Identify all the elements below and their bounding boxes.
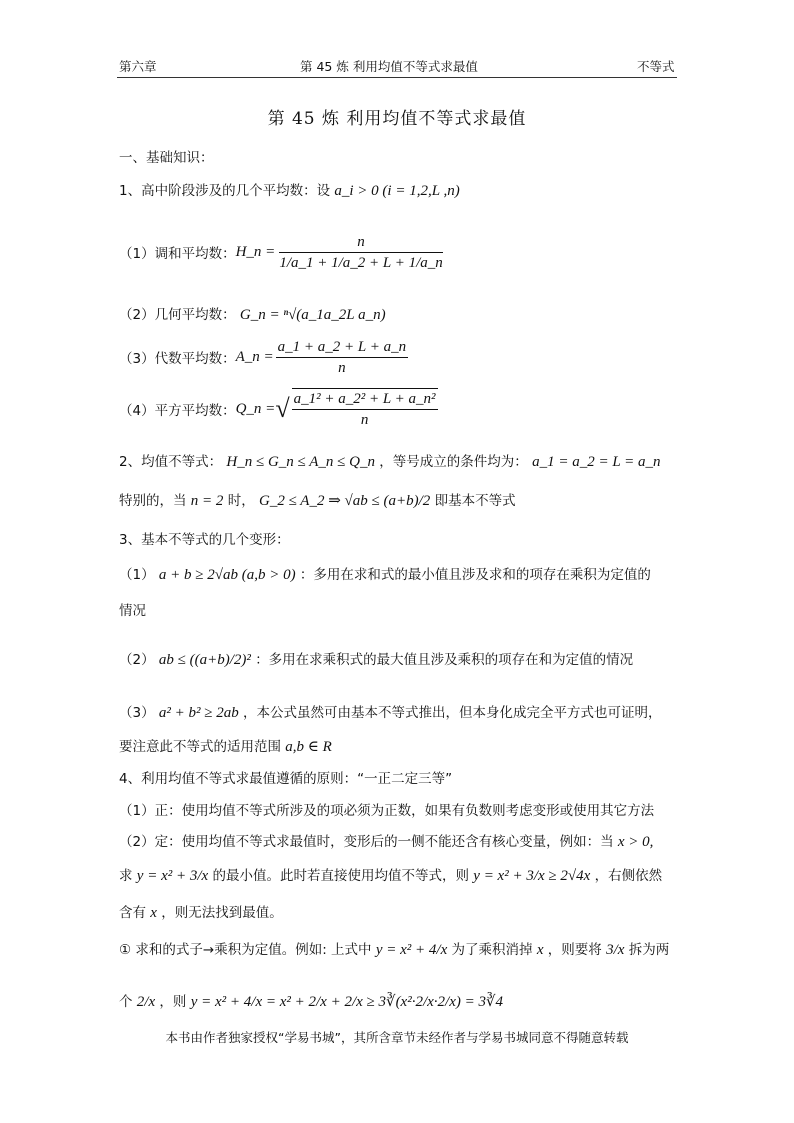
sub-rule-1-line2 xyxy=(119,992,503,1012)
sub-rule-1 xyxy=(119,940,669,960)
special-formula2: G_2 ≤ A_2 ⇒ √ab ≤ (a+b)/2 xyxy=(259,493,431,509)
sub-rule-1-line2-formula2: y = x² + 4/x = x² + 2/x + 2/x ≥ 3∛(x²·2/x·2/x) = 3∛4 xyxy=(190,994,504,1010)
special-formula1: n = 2 xyxy=(190,493,224,509)
footer-notice: 本书由作者独家授权“学易书城”，其所含章节未经作者与学易书城同意不得随意转载 xyxy=(165,1030,629,1045)
special-case xyxy=(119,491,516,511)
sqrt-icon: √ xyxy=(275,394,290,423)
arithmetic-mean xyxy=(119,336,410,378)
harmonic-lhs: H_n = xyxy=(235,243,276,260)
item-2 xyxy=(119,452,661,472)
rule-2-line3-b: ，则无法找到最值。 xyxy=(161,905,283,921)
special-text1: 特别的，当 xyxy=(119,493,187,509)
sub-rule-1-formula: y = x² + 4/x xyxy=(375,942,448,958)
section-heading: 一、基础知识： xyxy=(119,150,214,166)
sub-rule-1-text2: 为了乘积消掉 xyxy=(451,942,533,958)
special-text2: 时， xyxy=(227,493,255,509)
variant-3-cont-formula: a,b ∈ R xyxy=(285,739,332,755)
sub-rule-1-line2-formula: 2/x xyxy=(136,994,156,1010)
variant-1 xyxy=(119,565,651,585)
rule-2-line2-formula: y = x² + 3/x xyxy=(136,868,209,884)
geometric-mean xyxy=(119,305,386,325)
rule-2-text: （2）定：使用均值不等式求最值时，变形后的一侧不能还含有核心变量，例如：当 xyxy=(119,834,614,850)
sub-rule-1-text4: 拆为两 xyxy=(628,942,670,958)
header-right: 不等式 xyxy=(637,59,675,74)
harmonic-label: （1）调和平均数： xyxy=(119,246,236,262)
quadratic-mean xyxy=(119,386,440,432)
variant-2 xyxy=(119,650,633,670)
rule-2-line3 xyxy=(119,903,283,923)
arithmetic-numerator: a_1 + a_2 + L + a_n xyxy=(276,337,408,358)
header-center: 第 45 炼 利用均值不等式求最值 xyxy=(300,59,478,74)
variant-2-formula: ab ≤ ((a+b)/2)² xyxy=(158,652,251,668)
geometric-formula: G_n = ⁿ√(a_1a_2L a_n) xyxy=(239,307,386,323)
item-1-formula: a_i > 0 (i = 1,2,L ,n) xyxy=(334,183,460,199)
item-3: 3、基本不等式的几个变形： xyxy=(119,532,290,548)
sub-rule-1-formula3: 3/x xyxy=(606,942,625,958)
sub-rule-1-line2-b: ，则 xyxy=(159,994,187,1010)
harmonic-denominator: 1/a_1 + 1/a_2 + L + 1/a_n xyxy=(279,254,443,271)
variant-3 xyxy=(119,703,662,723)
variant-3-formula: a² + b² ≥ 2ab xyxy=(158,705,239,721)
header-left: 第六章 xyxy=(119,59,157,74)
geometric-label: （2）几何平均数： xyxy=(119,307,236,323)
harmonic-numerator: n xyxy=(279,232,443,253)
item-1 xyxy=(119,181,460,201)
rule-1: （1）正：使用均值不等式所涉及的项必须为正数，如果有负数则考虑变形或使用其它方法 xyxy=(119,803,655,819)
rule-2 xyxy=(119,832,653,852)
variant-3-text: ，本公式虽然可由基本不等式推出，但本身化成完全平方式也可证明， xyxy=(243,705,662,721)
special-text3: 即基本不等式 xyxy=(434,493,516,509)
item-2-text2: ，等号成立的条件均为： xyxy=(379,454,528,470)
variant-2-label: （2） xyxy=(119,652,155,668)
arithmetic-label: （3）代数平均数： xyxy=(119,351,236,367)
rule-2-formula: x > 0, xyxy=(617,834,654,850)
variant-3-cont-text: 要注意此不等式的适用范围 xyxy=(119,739,281,755)
variant-1-cont: 情况 xyxy=(119,603,146,619)
quadratic-denominator: n xyxy=(360,412,369,428)
item-2-formula1: H_n ≤ G_n ≤ A_n ≤ Q_n xyxy=(226,454,375,470)
sub-rule-1-formula2: x xyxy=(536,942,544,958)
rule-2-line2-formula2: y = x² + 3/x ≥ 2√4x xyxy=(473,868,591,884)
variant-2-text: ：多用在求乘积式的最大值且涉及乘积的项存在和为定值的情况 xyxy=(255,652,634,668)
page-title: 第 45 炼 利用均值不等式求最值 xyxy=(267,109,527,129)
sub-rule-1-text3: ，则要将 xyxy=(547,942,602,958)
item-4: 4、利用均值不等式求最值遵循的原则：“一正二定三等” xyxy=(119,771,453,787)
arithmetic-denominator: n xyxy=(338,359,346,376)
harmonic-mean xyxy=(119,222,447,282)
rule-2-line3-text: 含有 xyxy=(119,905,146,921)
rule-2-line2-c: ，右侧依然 xyxy=(594,868,663,884)
quadratic-label: （4）平方平均数： xyxy=(119,403,236,419)
sub-rule-1-text: ① 求和的式子→乘积为定值。例如: 上式中 xyxy=(119,942,372,958)
rule-2-line3-formula: x xyxy=(150,905,157,921)
variant-1-formula: a + b ≥ 2√ab (a,b > 0) xyxy=(158,567,296,583)
variant-1-text: ：多用在求和式的最小值且涉及求和的项存在乘积为定值的 xyxy=(299,567,651,583)
rule-2-line2-a: 求 xyxy=(119,868,133,884)
rule-2-line2 xyxy=(119,866,662,886)
sub-rule-1-line2-a: 个 xyxy=(119,994,133,1010)
quadratic-numerator: a_1² + a_2² + L + a_n² xyxy=(292,389,438,410)
variant-3-cont xyxy=(119,737,332,757)
rule-2-line2-b: 的最小值。此时若直接使用均值不等式，则 xyxy=(212,868,469,884)
item-1-text: 1、高中阶段涉及的几个平均数：设 xyxy=(119,183,331,199)
header-divider xyxy=(117,77,677,78)
item-2-formula2: a_1 = a_2 = L = a_n xyxy=(532,454,661,470)
variant-1-label: （1） xyxy=(119,567,155,583)
variant-3-label: （3） xyxy=(119,705,155,721)
item-2-text1: 2、均值不等式： xyxy=(119,454,223,470)
arithmetic-lhs: A_n = xyxy=(235,348,274,365)
quadratic-lhs: Q_n = xyxy=(235,400,276,417)
